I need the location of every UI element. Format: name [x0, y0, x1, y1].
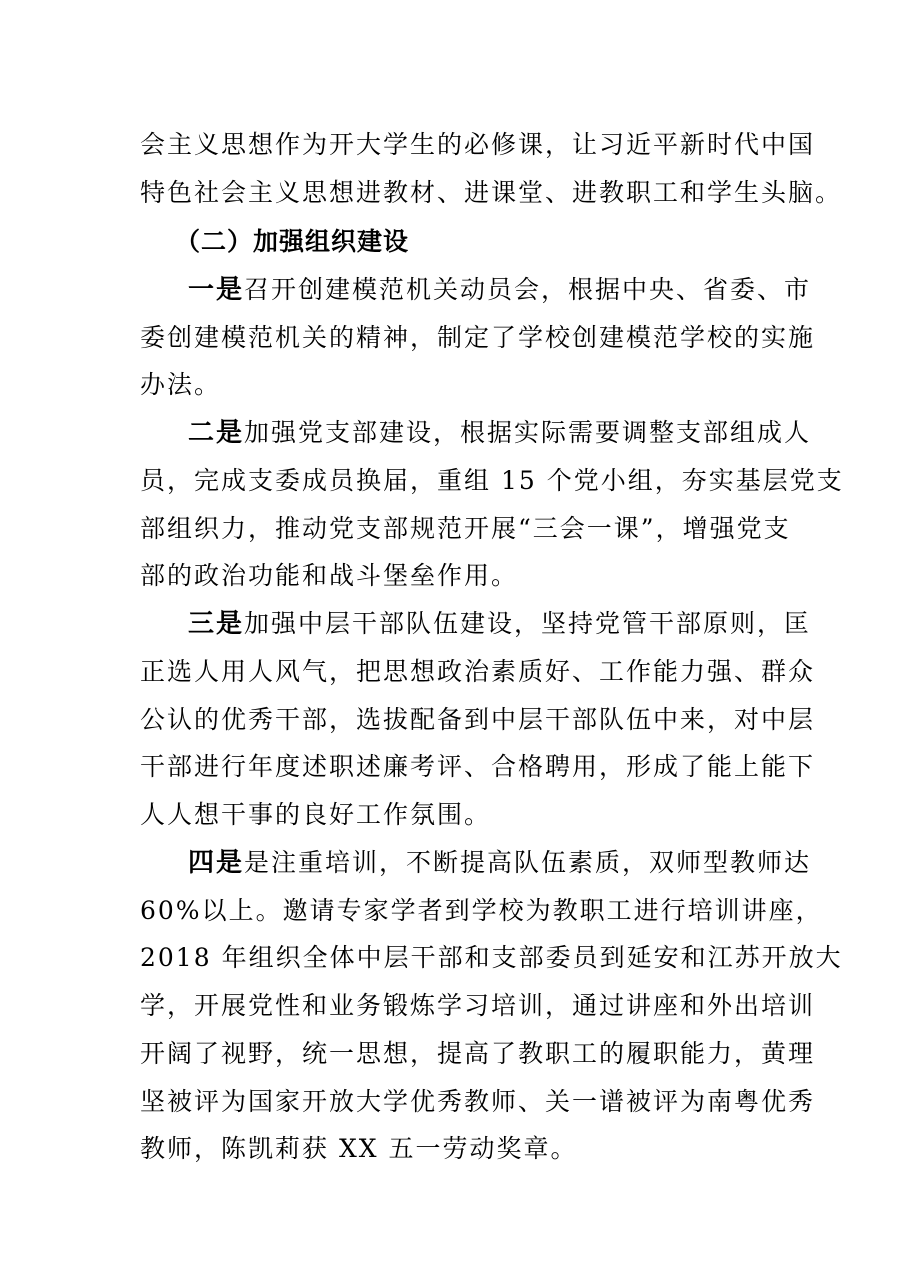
paragraph-line: 学，开展党性和业务锻炼学习培训，通过讲座和外出培训	[140, 991, 816, 1020]
paragraph-line: 60%以上。邀请专家学者到学校为教职工进行培训讲座，	[140, 896, 823, 925]
paragraph-line: 部的政治功能和战斗堡垒作用。	[140, 561, 519, 590]
paragraph-line: 公认的优秀干部，选拔配备到中层干部队伍中来，对中层	[140, 705, 816, 734]
paragraph-line: 委创建模范机关的精神，制定了学校创建模范学校的实施	[140, 323, 816, 352]
paragraph-line: 干部进行年度述职述廉考评、合格聘用，形成了能上能下	[140, 752, 816, 781]
paragraph-lead: 一是	[188, 275, 245, 305]
paragraph-line	[188, 848, 812, 878]
paragraph-line: 员，完成支委成员换届，重组 15 个党小组，夯实基层党支	[140, 466, 844, 495]
paragraph-text: 是注重培训，不断提高队伍素质，双师型教师达	[244, 848, 812, 877]
paragraph-line: 教师，陈凯莉获 XX 五一劳动奖章。	[140, 1134, 578, 1163]
paragraph-line: 人人想干事的良好工作氛围。	[140, 800, 492, 829]
paragraph-line	[188, 609, 812, 639]
paragraph-lead: 三是	[188, 609, 245, 639]
paragraph-line: 办法。	[140, 370, 222, 399]
text-line: 会主义思想作为开大学生的必修课，让习近平新时代中国	[140, 130, 816, 159]
paragraph-line	[188, 418, 812, 448]
paragraph-line: 坚被评为国家开放大学优秀教师、关一谱被评为南粤优秀	[140, 1087, 816, 1116]
paragraph-text: 召开创建模范机关动员会，根据中央、省委、市	[244, 275, 812, 304]
paragraph-lead: 二是	[188, 418, 245, 448]
text-line: 特色社会主义思想进教材、进课堂、进教职工和学生头脑。	[140, 178, 843, 207]
section-heading: （二）加强组织建设	[175, 227, 410, 256]
paragraph-line: 正选人用人风气，把思想政治素质好、工作能力强、群众	[140, 657, 816, 686]
paragraph-text: 加强中层干部队伍建设，坚持党管干部原则，匡	[244, 609, 812, 638]
paragraph-lead: 四是	[188, 848, 245, 878]
paragraph-line: 开阔了视野，统一思想，提高了教职工的履职能力，黄理	[140, 1039, 816, 1068]
paragraph-line	[188, 275, 812, 305]
paragraph-line: 2018 年组织全体中层干部和支部委员到延安和江苏开放大	[140, 943, 843, 972]
paragraph-text: 加强党支部建设，根据实际需要调整支部组成人	[244, 418, 812, 447]
paragraph-line: 部组织力，推动党支部规范开展“三会一课”，增强党支	[140, 514, 791, 543]
